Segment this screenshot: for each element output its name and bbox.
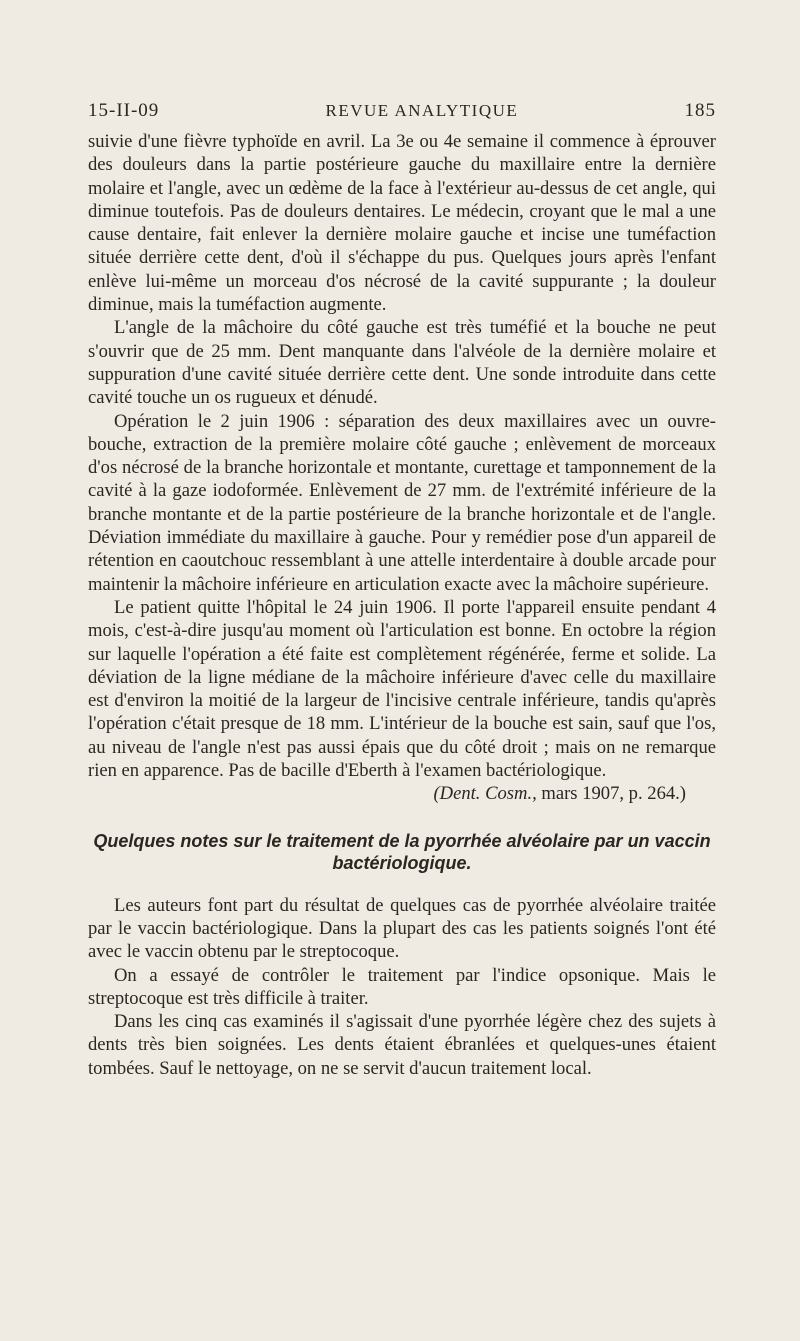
header-date: 15-II-09: [88, 100, 160, 121]
paragraph: Opération le 2 juin 1906 : séparation des deux maxillaires avec un ouvre-bouche, extraction de la première molaire côté gauche ; enlèvement de morceaux d'os nécrosé de la branche horizontale et montante, curettage et tamponnement de la cavité à la gaze iodoformée. Enlèvement de 27 mm. de l'extrémité inférieure de la branche montante et de la partie postérieure de la branche horizontale et de l'angle. Déviation immédiate du maxillaire à gauche. Pour y remédier pose d'un appareil de rétention en caoutchouc ressemblant à une attelle interdentaire à double arcade pour maintenir la mâchoire inférieure en articulation exacte avec la mâchoire supérieure.: [88, 410, 716, 595]
citation: [88, 782, 686, 805]
paragraph: Les auteurs font part du résultat de quelques cas de pyorrhée alvéolaire traitée par le vaccin bactériologique. Dans la plupart des cas les patients soignés l'ont été avec le vaccin obtenu par le streptocoque.: [88, 894, 716, 963]
citation-source: (Dent. Cosm.,: [433, 783, 537, 805]
paragraph: On a essayé de contrôler le traitement par l'indice opsonique. Mais le streptocoque est très difficile à traiter.: [88, 964, 716, 1009]
page: [88, 100, 716, 1080]
article-body-top: [88, 130, 716, 782]
header-title: REVUE ANALYTIQUE: [325, 101, 519, 120]
paragraph: Le patient quitte l'hôpital le 24 juin 1906. Il porte l'appareil ensuite pendant 4 mois, c'est-à-dire jusqu'au moment où l'articulation est bonne. En octobre la région sur laquelle l'opération a été faite est complètement régénérée, ferme et solide. La déviation de la ligne médiane de la mâchoire inférieure d'avec celle du maxillaire est d'environ la moitié de la largeur de l'incisive centrale inférieure, tandis qu'après l'opération c'était presque de 18 mm. L'intérieur de la bouche est sain, sauf que l'os, au niveau de l'angle n'est pas aussi épais que du côté droit ; mais on ne remarque rien en apparence. Pas de bacille d'Eberth à l'examen bactériologique.: [88, 596, 716, 782]
running-header: [88, 100, 716, 130]
citation-details: mars 1907, p. 264.): [536, 783, 686, 805]
article-body-bottom: [88, 894, 716, 1080]
page-number: 185: [684, 100, 716, 121]
section-title: Quelques notes sur le traitement de la pyorrhée alvéolaire par un vaccin bactériologique.: [93, 830, 711, 873]
paragraph: suivie d'une fièvre typhoïde en avril. La 3e ou 4e semaine il commence à éprouver des douleurs dans la partie postérieure gauche du maxillaire entre la dernière molaire et l'angle, avec un œdème de la face à l'extérieur au-dessus de cet angle, qui diminue toutefois. Pas de douleurs dentaires. Le médecin, croyant que le mal a une cause dentaire, fait enlever la dernière molaire gauche et incise une tuméfaction située derrière cette dent, d'où il s'échappe du pus. Quelques jours après l'enfant enlève lui-même un morceau d'os nécrosé de la cavité suppurante ; la douleur diminue, mais la tuméfaction augmente.: [88, 131, 716, 316]
paragraph: Dans les cinq cas examinés il s'agissait d'une pyorrhée légère chez des sujets à dents très bien soignées. Les dents étaient ébranlées et quelques-unes étaient tombées. Sauf le nettoyage, on ne se servit d'aucun traitement local.: [88, 1011, 716, 1079]
paragraph: L'angle de la mâchoire du côté gauche est très tuméfié et la bouche ne peut s'ouvrir que de 25 mm. Dent manquante dans l'alvéole de la dernière molaire et suppuration d'une cavité située derrière cette dent. Une sonde introduite dans cette cavité touche un os rugueux et dénudé.: [88, 317, 716, 409]
